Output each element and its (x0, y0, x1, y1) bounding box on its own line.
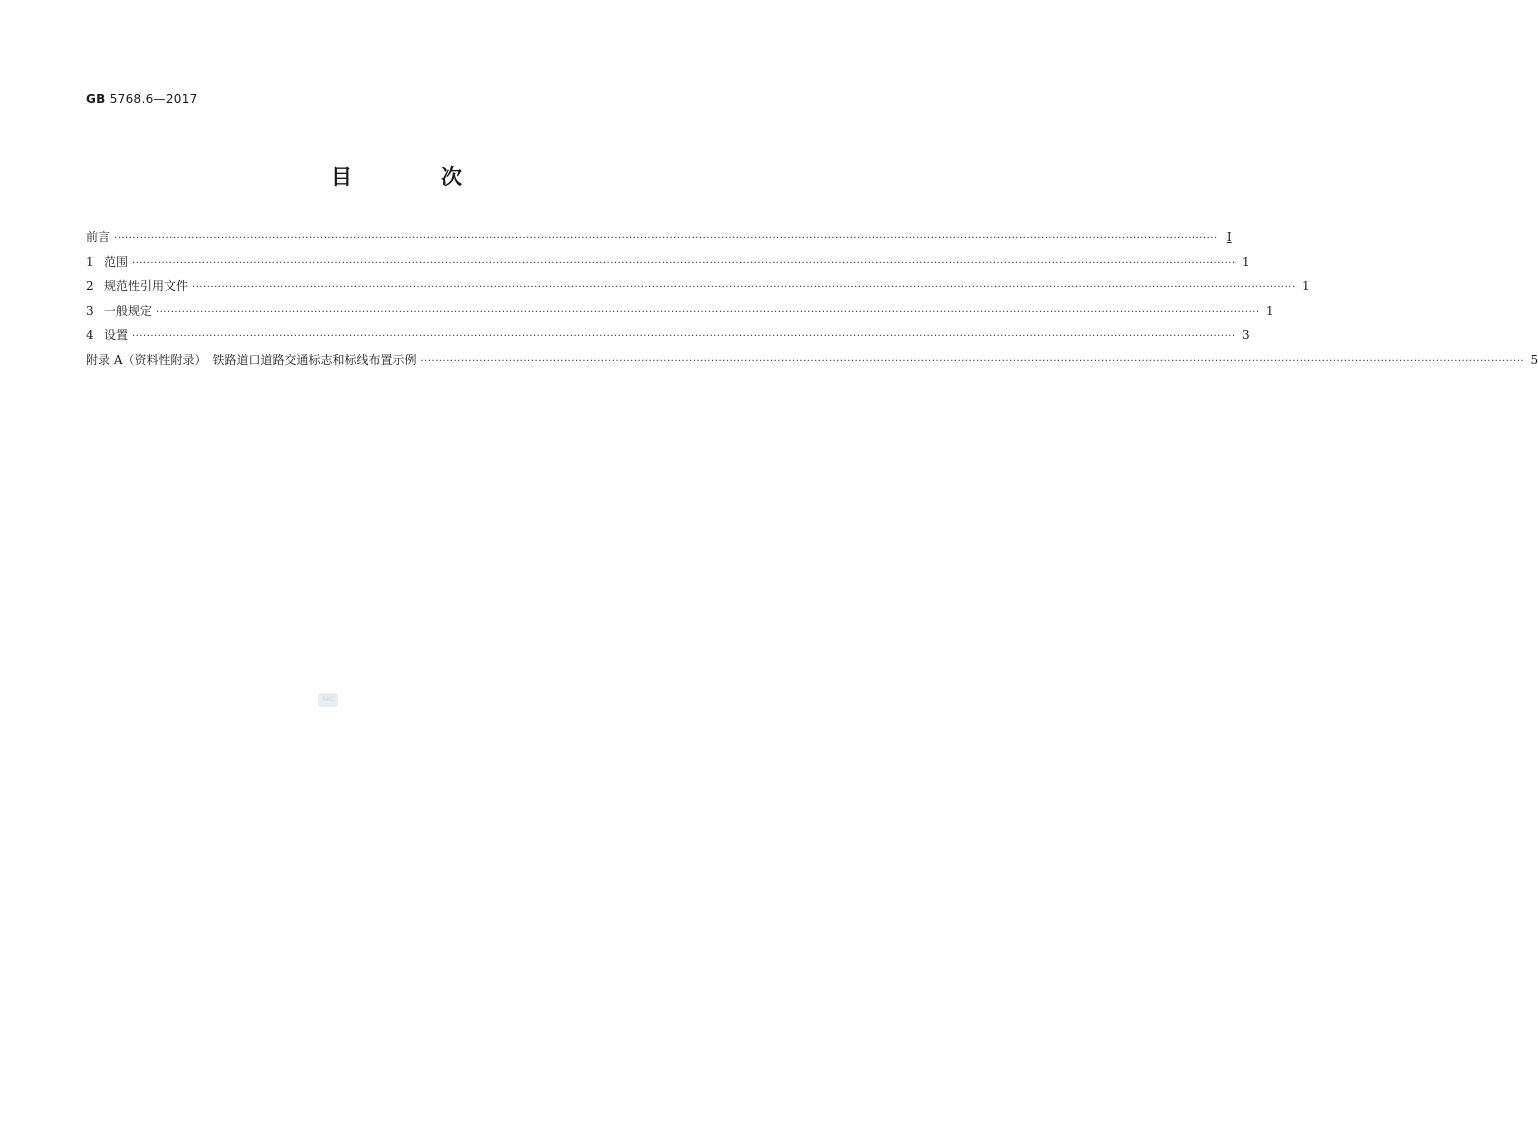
dot-leader: ············································································································································································································································································································ (132, 257, 1236, 269)
toc-entry-page: 1 (1302, 279, 1310, 293)
toc-entry-label: 3 一般规定 (86, 303, 153, 318)
toc-entry-normative-references[interactable] (86, 278, 1310, 303)
toc-entry-page: 1 (1266, 303, 1274, 318)
toc-entry-label: 2 规范性引用文件 (86, 279, 189, 293)
dot-leader: ············································································································································································································································································································ (114, 233, 1218, 244)
toc-entry-scope[interactable] (86, 254, 1250, 279)
toc-entry-label: 附录 A（资料性附录） 铁路道口道路交通标志和标线布置示例 (86, 352, 417, 367)
standard-number: 5768.6—2017 (109, 92, 198, 106)
page-title: 目 次 (331, 165, 496, 189)
table-of-contents (86, 229, 1538, 376)
standard-code (86, 92, 198, 106)
dot-leader: ············································································································································································································································································································ (420, 355, 1525, 367)
dot-leader: ············································································································································································································································································································ (156, 306, 1260, 318)
publisher-stamp-icon: SAC (318, 693, 338, 707)
toc-entry-label: 1 范围 (86, 254, 129, 269)
toc-entry-label: 4 设置 (86, 328, 129, 342)
toc-entry-page: 1 (1242, 254, 1250, 269)
dot-leader: ············································································································································································································································································································ (192, 282, 1296, 293)
toc-entry-page: 3 (1242, 328, 1250, 342)
toc-entry-number: 1 (86, 254, 94, 269)
toc-entry-number: 4 (86, 328, 94, 342)
toc-entry-page: Ⅰ (1226, 230, 1232, 244)
dot-leader: ············································································································································································································································································································ (132, 331, 1236, 342)
toc-entry-annex-a[interactable] (86, 352, 1538, 377)
toc-entry-page: 5 (1530, 352, 1538, 367)
toc-entry-foreword[interactable] (86, 229, 1232, 254)
standard-prefix: GB (86, 92, 106, 106)
toc-entry-setting[interactable] (86, 327, 1250, 352)
toc-entry-general-provisions[interactable] (86, 303, 1274, 328)
toc-entry-number: 3 (86, 303, 94, 318)
toc-entry-label: 前言 (86, 230, 111, 244)
toc-entry-number: 2 (86, 279, 94, 293)
